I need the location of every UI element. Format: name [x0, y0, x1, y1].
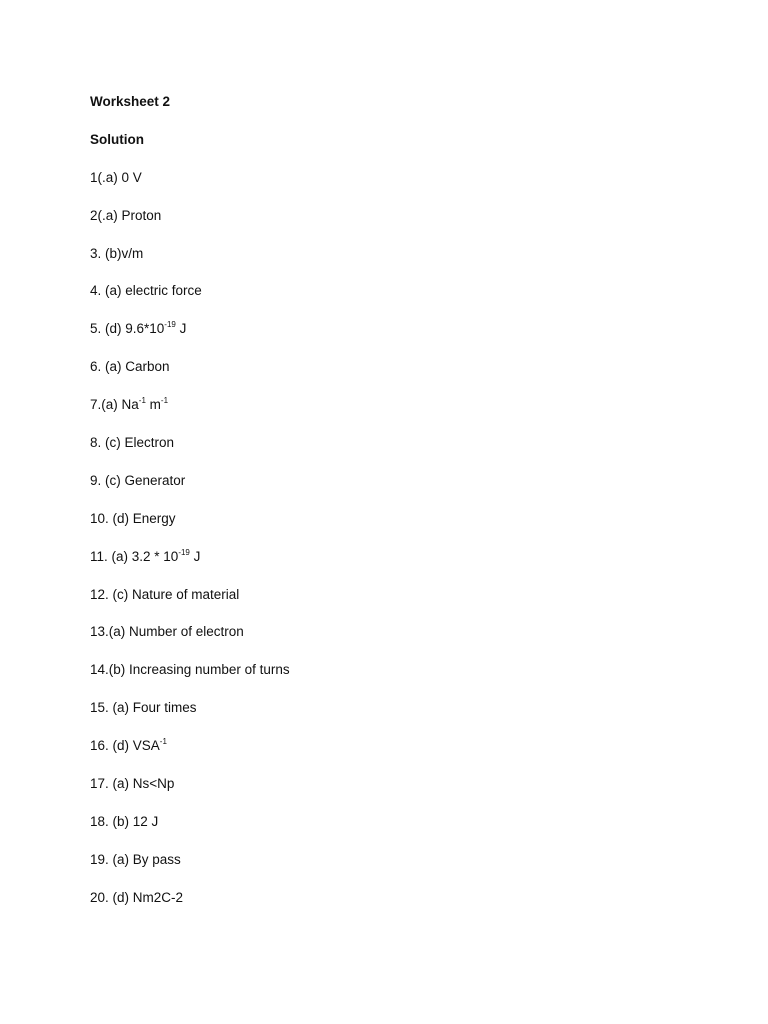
answer-line [90, 433, 710, 471]
answer-text: 1(.a) 0 V [90, 169, 142, 185]
answer-text: 12. (c) Nature of material [90, 586, 240, 602]
answer-line [90, 774, 710, 812]
worksheet-page [90, 92, 710, 926]
answer-line [90, 395, 710, 433]
answer-line [90, 509, 710, 547]
answer-line [90, 168, 710, 206]
answer-text: 10. (d) Energy [90, 510, 176, 526]
answer-text: 16. (d) VSA [90, 738, 160, 754]
answer-line [90, 281, 710, 319]
answer-text: 14.(b) Increasing number of turns [90, 662, 290, 678]
answer-text: 8. (c) Electron [90, 435, 175, 451]
answer-line [90, 698, 710, 736]
answer-text: 6. (a) Carbon [90, 359, 170, 375]
answer-line [90, 812, 710, 850]
answer-unit: J [175, 321, 187, 337]
answer-line [90, 888, 710, 926]
answer-text: 15. (a) Four times [90, 700, 197, 716]
answer-text: 18. (b) 12 J [90, 813, 159, 829]
answer-line [90, 547, 710, 585]
answer-line [90, 585, 710, 623]
answer-unit: J [189, 548, 201, 564]
document-subtitle: Solution [90, 131, 144, 147]
exponent: -1 [159, 737, 167, 747]
exponent: -19 [164, 320, 176, 330]
answer-line [90, 206, 710, 244]
answer-line [90, 357, 710, 395]
answer-text: 17. (a) Ns<Np [90, 776, 175, 792]
answer-text: 7.(a) Na [90, 397, 139, 413]
answer-line [90, 660, 710, 698]
answer-text: 13.(a) Number of electron [90, 624, 244, 640]
answer-text: 2(.a) Proton [90, 207, 162, 223]
answer-text: 19. (a) By pass [90, 851, 181, 867]
answer-line [90, 736, 710, 774]
answer-text: 20. (d) Nm2C-2 [90, 889, 184, 905]
answer-text: 9. (c) Generator [90, 472, 186, 488]
answer-line [90, 850, 710, 888]
exponent: -1 [160, 396, 169, 406]
answer-text: 11. (a) 3.2 * 10 [90, 548, 179, 564]
answer-unit: m [145, 397, 161, 413]
answer-line [90, 244, 710, 282]
answer-line [90, 622, 710, 660]
exponent: -19 [178, 547, 190, 557]
document-title: Worksheet 2 [90, 94, 171, 109]
answer-text: 5. (d) 9.6*10 [90, 321, 165, 337]
answer-text: 4. (a) electric force [90, 283, 202, 299]
answer-line [90, 319, 710, 357]
answer-line [90, 471, 710, 509]
exponent: -1 [138, 396, 146, 406]
answer-text: 3. (b)v/m [90, 245, 144, 261]
